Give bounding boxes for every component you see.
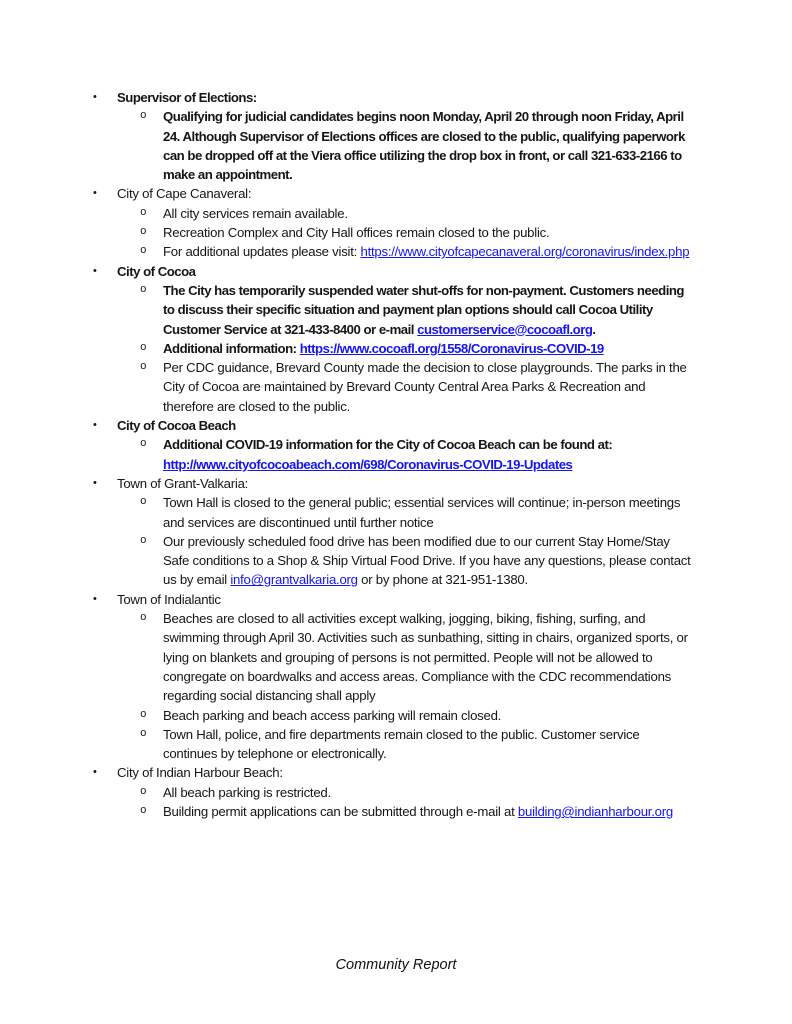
list-item-text bbox=[163, 281, 697, 339]
list-item bbox=[93, 107, 697, 184]
section-indian-harbour-beach bbox=[93, 763, 697, 782]
circle-bullet-icon: o bbox=[140, 785, 147, 798]
section-cocoa-beach bbox=[93, 416, 697, 435]
text-run: Qualifying for judicial candidates begins noon Monday, April 20 through noon Friday, April 24. Although Supervisor of Elections offices are closed to the public, qualifying paperwork can be dropped off at the Viera office utilizing the drop box in front, or call 321-633-2166 to make an appointment. bbox=[163, 109, 685, 183]
bullet-icon: • bbox=[93, 264, 97, 277]
circle-bullet-icon: o bbox=[140, 496, 147, 509]
list-item bbox=[93, 204, 697, 223]
text-run: All beach parking is restricted. bbox=[163, 784, 331, 800]
list-item bbox=[93, 339, 697, 358]
list-item bbox=[93, 493, 697, 532]
bullet-icon: • bbox=[93, 187, 97, 200]
circle-bullet-icon: o bbox=[140, 341, 147, 354]
list-item-text bbox=[163, 242, 697, 261]
document-body bbox=[93, 88, 697, 821]
section-indialantic bbox=[93, 590, 697, 609]
section-title: Town of Grant-Valkaria: bbox=[117, 475, 249, 491]
circle-bullet-icon: o bbox=[140, 283, 147, 296]
section-supervisor-of-elections bbox=[93, 88, 697, 107]
circle-bullet-icon: o bbox=[140, 206, 147, 219]
bullet-icon: • bbox=[93, 419, 97, 432]
list-item bbox=[93, 783, 697, 802]
text-run: or by phone at 321-951-1380. bbox=[357, 572, 528, 588]
section-title: Town of Indialantic bbox=[117, 591, 221, 607]
section-cocoa bbox=[93, 262, 697, 281]
list-item bbox=[93, 435, 697, 474]
list-item bbox=[93, 281, 697, 339]
section-cape-canaveral bbox=[93, 184, 697, 203]
list-item bbox=[93, 609, 697, 705]
hyperlink-cocoabeach-covid[interactable]: http://www.cityofcocoabeach.com/698/Coronavirus-COVID-19-Updates bbox=[163, 456, 573, 472]
text-run: Additional information: bbox=[163, 340, 300, 356]
list-item bbox=[93, 725, 697, 764]
text-run: Our previously scheduled food drive has been modified due to our current Stay Home/Stay Safe conditions to a Shop & Ship Virtual Food Drive. If you have any questions, please contact us by email bbox=[163, 533, 691, 588]
text-run: Town Hall is closed to the general public; essential services will continue; in-person meetings and services are discontinued until further notice bbox=[163, 495, 681, 530]
section-title: Supervisor of Elections: bbox=[117, 90, 257, 105]
list-item bbox=[93, 358, 697, 416]
bullet-icon: • bbox=[93, 91, 97, 103]
circle-bullet-icon: o bbox=[140, 804, 147, 817]
list-item-text bbox=[163, 339, 697, 358]
text-run: . bbox=[592, 321, 596, 337]
list-item-text bbox=[163, 435, 697, 474]
circle-bullet-icon: o bbox=[140, 708, 147, 721]
circle-bullet-icon: o bbox=[140, 438, 147, 451]
list-item-text bbox=[163, 783, 697, 802]
list-item bbox=[93, 242, 697, 261]
text-run: Building permit applications can be submitted through e-mail at bbox=[163, 803, 518, 819]
list-item-text bbox=[163, 493, 697, 532]
list-item bbox=[93, 532, 697, 590]
hyperlink-cocoa-email[interactable]: customerservice@cocoafl.org bbox=[417, 321, 593, 337]
list-item-text bbox=[163, 706, 697, 725]
list-item bbox=[93, 802, 697, 821]
text-run: The City has temporarily suspended water shut-offs for non-payment. Customers needing to discuss their specific situation and payment plan options should call Cocoa Utility Customer Service at 321-433-8400 or e-mail bbox=[163, 282, 684, 337]
circle-bullet-icon: o bbox=[140, 612, 147, 625]
list-item-text bbox=[163, 725, 697, 764]
section-title: City of Indian Harbour Beach: bbox=[117, 765, 283, 781]
circle-bullet-icon: o bbox=[140, 534, 147, 547]
circle-bullet-icon: o bbox=[140, 361, 147, 374]
list-item-text bbox=[163, 358, 697, 416]
text-run: All city services remain available. bbox=[163, 205, 348, 221]
text-run: Town Hall, police, and fire departments remain closed to the public. Customer service continues by telephone or electronically. bbox=[163, 726, 640, 762]
section-title: City of Cocoa bbox=[117, 263, 196, 279]
bullet-icon: • bbox=[93, 592, 97, 605]
list-item-text bbox=[163, 609, 697, 705]
list-item-text bbox=[163, 107, 697, 184]
text-run: For additional updates please visit: bbox=[163, 244, 361, 260]
section-title: City of Cape Canaveral: bbox=[117, 186, 252, 202]
hyperlink-capecanaveral[interactable]: https://www.cityofcapecanaveral.org/coronavirus/index.php bbox=[360, 244, 690, 260]
circle-bullet-icon: o bbox=[140, 110, 147, 123]
hyperlink-indianharbour-email[interactable]: building@indianharbour.org bbox=[517, 803, 673, 819]
list-item bbox=[93, 706, 697, 725]
list-item bbox=[93, 223, 697, 242]
hyperlink-cocoafl-covid[interactable]: https://www.cocoafl.org/1558/Coronavirus-COVID-19 bbox=[299, 340, 604, 356]
hyperlink-grantvalkaria-email[interactable]: info@grantvalkaria.org bbox=[230, 572, 358, 588]
section-grant-valkaria bbox=[93, 474, 697, 493]
list-item-text bbox=[163, 223, 697, 242]
circle-bullet-icon: o bbox=[140, 245, 147, 258]
text-run: Additional COVID-19 information for the City of Cocoa Beach can be found at: bbox=[163, 437, 613, 453]
circle-bullet-icon: o bbox=[140, 226, 147, 239]
text-run: Beach parking and beach access parking will remain closed. bbox=[163, 707, 502, 723]
text-run: Beaches are closed to all activities except walking, jogging, biking, fishing, surfing, and swimming through April 30. Activities such as sunbathing, sitting in chairs, organized sports, or lying on blankets and grouping of persons is not permitted. People will not be allowed to congregate on boardwalks and access areas. Compliance with the CDC recommendations regarding social distancing shall apply bbox=[163, 611, 688, 704]
text-run: Per CDC guidance, Brevard County made the decision to close playgrounds. The parks in the City of Cocoa are maintained by Brevard County Central Area Parks & Recreation and therefore are closed to the public. bbox=[163, 360, 687, 414]
footer-title: Community Report bbox=[335, 957, 457, 973]
list-item-text bbox=[163, 802, 697, 821]
bullet-icon: • bbox=[93, 766, 97, 779]
list-item-text bbox=[163, 204, 697, 223]
circle-bullet-icon: o bbox=[140, 727, 147, 740]
section-title: City of Cocoa Beach bbox=[117, 418, 236, 434]
text-run: Recreation Complex and City Hall offices remain closed to the public. bbox=[163, 225, 550, 241]
list-item-text bbox=[163, 532, 697, 590]
bullet-icon: • bbox=[93, 476, 97, 489]
